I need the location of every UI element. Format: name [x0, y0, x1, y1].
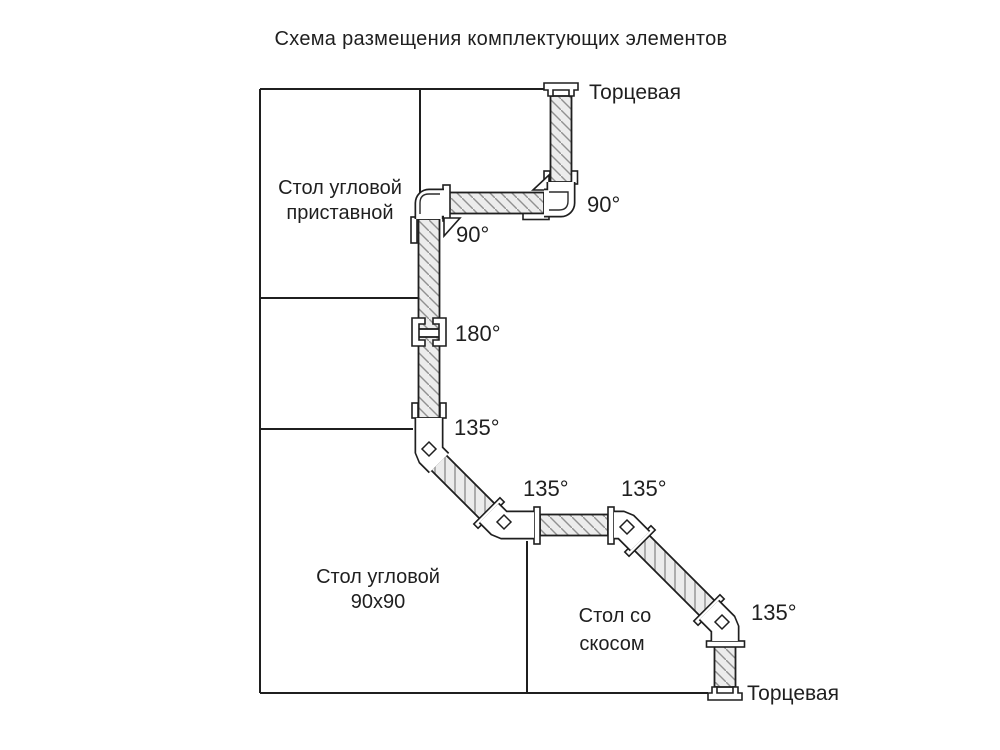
- label-angle-135-a: 135°: [454, 415, 500, 440]
- connector-135-c-collar-horiz: [608, 507, 614, 544]
- strip-top-horizontal: [444, 193, 544, 214]
- corner-90-left-tab: [411, 217, 417, 243]
- strip-bottom-vertical: [715, 641, 736, 687]
- label-corner-90x90-line1: Стол угловой: [316, 566, 440, 588]
- label-angle-135-c: 135°: [621, 476, 667, 501]
- label-corner-attached-line1: Стол угловой: [278, 177, 402, 199]
- strip-top-vertical: [551, 96, 572, 182]
- strip-low-horizontal: [540, 515, 608, 536]
- connector-135-d-collar-vert: [707, 641, 745, 647]
- connector-135-a-ear-left: [412, 403, 418, 418]
- label-corner-90x90-line2: 90х90: [350, 591, 406, 613]
- page-title: Схема размещения комплектующих элементов: [274, 28, 728, 50]
- connector-180-right-clamp: [433, 318, 446, 346]
- strip-mid-vertical-lower: [419, 337, 440, 418]
- connector-135-b-body: [489, 513, 534, 525]
- label-beveled-line2: скосом: [579, 633, 645, 655]
- corner-90-left-collar: [443, 185, 450, 221]
- label-corner-attached-line2: приставной: [286, 202, 394, 224]
- corner-90-left-body: [429, 203, 444, 219]
- connector-135-a-ear-right: [440, 403, 446, 418]
- label-end-cap-bottom: Торцевая: [747, 682, 839, 705]
- end-cap-top-piece: [544, 83, 578, 96]
- label-angle-135-b: 135°: [523, 476, 569, 501]
- connector-135-a-body: [429, 418, 439, 463]
- label-angle-90-top: 90°: [587, 192, 621, 217]
- label-beveled-line1: Стол со: [578, 605, 652, 627]
- label-angle-90-left: 90°: [456, 222, 490, 247]
- connector-135-b-collar-horiz: [534, 507, 540, 544]
- connector-180-left-clamp: [412, 318, 425, 346]
- end-cap-bottom-piece: [708, 687, 742, 700]
- label-end-cap-top: Торцевая: [589, 81, 681, 104]
- label-angle-180: 180°: [455, 321, 501, 346]
- strip-mid-vertical-upper: [419, 219, 440, 329]
- label-angle-135-d: 135°: [751, 600, 797, 625]
